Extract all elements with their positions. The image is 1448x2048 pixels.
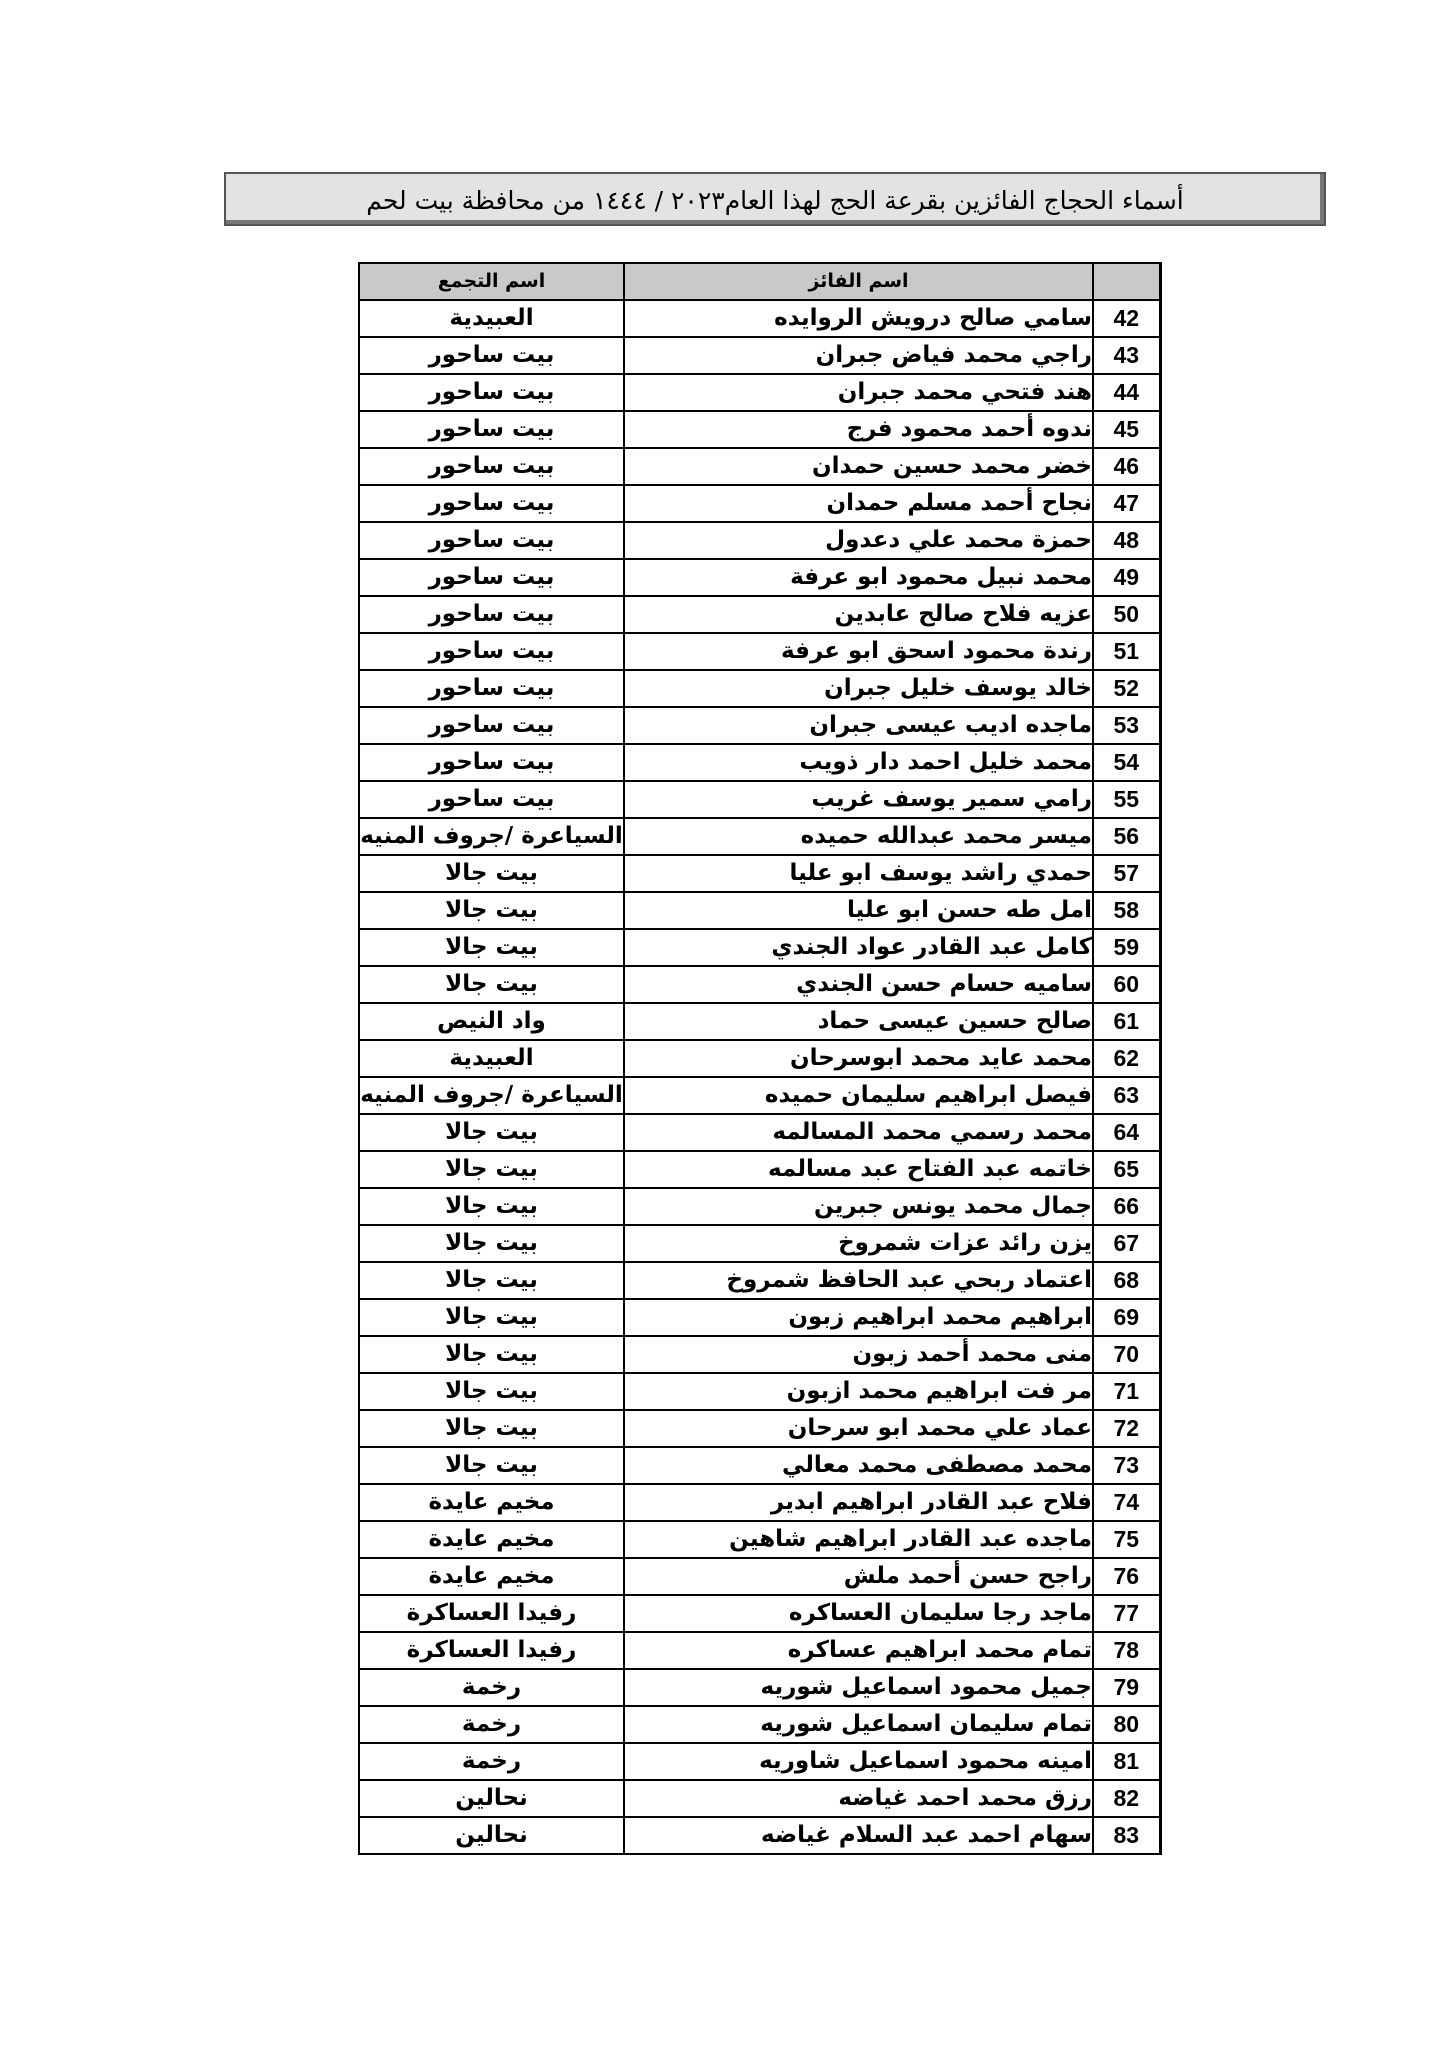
row-number-cell: 56 — [1093, 818, 1160, 855]
table-row — [359, 633, 1160, 670]
area-cell: السياعرة /جروف المنيه — [359, 1077, 624, 1114]
table-row — [359, 966, 1160, 1003]
table-row — [359, 1151, 1160, 1188]
table-row — [359, 1669, 1160, 1706]
area-cell: بيت جالا — [359, 892, 624, 929]
winner-name-cell: فلاح عبد القادر ابراهيم ابدير — [624, 1484, 1093, 1521]
area-cell: مخيم عايدة — [359, 1484, 624, 1521]
table-row — [359, 337, 1160, 374]
table-row — [359, 707, 1160, 744]
winner-name-cell: جمال محمد يونس جبرين — [624, 1188, 1093, 1225]
table-row — [359, 855, 1160, 892]
table-row — [359, 1225, 1160, 1262]
area-cell: بيت ساحور — [359, 781, 624, 818]
table-row — [359, 1003, 1160, 1040]
winner-name-cell: عماد علي محمد ابو سرحان — [624, 1410, 1093, 1447]
row-number-cell: 76 — [1093, 1558, 1160, 1595]
table-row — [359, 1188, 1160, 1225]
area-cell: بيت ساحور — [359, 596, 624, 633]
table-row — [359, 1410, 1160, 1447]
row-number-cell: 67 — [1093, 1225, 1160, 1262]
winner-name-cell: ابراهيم محمد ابراهيم زبون — [624, 1299, 1093, 1336]
area-cell: واد النيص — [359, 1003, 624, 1040]
winner-name-cell: منى محمد أحمد زبون — [624, 1336, 1093, 1373]
winners-table — [358, 262, 1162, 1855]
area-cell: رخمة — [359, 1706, 624, 1743]
winner-name-cell: كامل عبد القادر عواد الجندي — [624, 929, 1093, 966]
table-row — [359, 892, 1160, 929]
winner-name-cell: راجي محمد فياض جبران — [624, 337, 1093, 374]
area-cell: بيت جالا — [359, 855, 624, 892]
winner-name-cell: ماجده اديب عيسى جبران — [624, 707, 1093, 744]
area-cell: بيت ساحور — [359, 374, 624, 411]
area-cell: بيت ساحور — [359, 744, 624, 781]
area-cell: بيت جالا — [359, 1373, 624, 1410]
table-row — [359, 1743, 1160, 1780]
row-number-cell: 83 — [1093, 1817, 1160, 1854]
table-row — [359, 374, 1160, 411]
table-row — [359, 1077, 1160, 1114]
winner-name-cell: خالد يوسف خليل جبران — [624, 670, 1093, 707]
table-row — [359, 1114, 1160, 1151]
row-number-cell: 51 — [1093, 633, 1160, 670]
table-row — [359, 781, 1160, 818]
winner-name-cell: تمام سليمان اسماعيل شوريه — [624, 1706, 1093, 1743]
winner-name-cell: تمام محمد ابراهيم عساكره — [624, 1632, 1093, 1669]
row-number-cell: 57 — [1093, 855, 1160, 892]
winner-name-cell: نجاح أحمد مسلم حمدان — [624, 485, 1093, 522]
area-cell: بيت ساحور — [359, 633, 624, 670]
winner-name-cell: محمد رسمي محمد المسالمه — [624, 1114, 1093, 1151]
winner-name-cell: فيصل ابراهيم سليمان حميده — [624, 1077, 1093, 1114]
row-number-cell: 62 — [1093, 1040, 1160, 1077]
row-number-cell: 60 — [1093, 966, 1160, 1003]
table-row — [359, 411, 1160, 448]
table-row — [359, 1299, 1160, 1336]
area-cell: بيت جالا — [359, 929, 624, 966]
winner-name-cell: جميل محمود اسماعيل شوريه — [624, 1669, 1093, 1706]
row-number-cell: 63 — [1093, 1077, 1160, 1114]
area-cell: بيت جالا — [359, 1114, 624, 1151]
winner-name-cell: امينه محمود اسماعيل شاوريه — [624, 1743, 1093, 1780]
table-row — [359, 1706, 1160, 1743]
document-title-text: أسماء الحجاج الفائزين بقرعة الحج لهذا العام٢٠٢٣ / ١٤٤٤ من محافظة بيت لحم — [366, 185, 1184, 215]
table-row — [359, 1595, 1160, 1632]
row-number-cell: 54 — [1093, 744, 1160, 781]
area-cell: نحالين — [359, 1817, 624, 1854]
area-cell: رخمة — [359, 1743, 624, 1780]
row-number-cell: 71 — [1093, 1373, 1160, 1410]
row-number-cell: 42 — [1093, 300, 1160, 337]
table-row — [359, 1558, 1160, 1595]
area-cell: بيت جالا — [359, 1299, 624, 1336]
winner-name-cell: رزق محمد احمد غياضه — [624, 1780, 1093, 1817]
table-row — [359, 485, 1160, 522]
winner-name-cell: حمدي راشد يوسف ابو عليا — [624, 855, 1093, 892]
area-cell: رخمة — [359, 1669, 624, 1706]
table-row — [359, 670, 1160, 707]
row-number-cell: 46 — [1093, 448, 1160, 485]
row-number-cell: 72 — [1093, 1410, 1160, 1447]
winner-name-cell: خضر محمد حسين حمدان — [624, 448, 1093, 485]
row-number-cell: 82 — [1093, 1780, 1160, 1817]
row-number-cell: 77 — [1093, 1595, 1160, 1632]
area-cell: العبيدية — [359, 1040, 624, 1077]
table-row — [359, 1632, 1160, 1669]
area-cell: مخيم عايدة — [359, 1558, 624, 1595]
winner-name-cell: ساميه حسام حسن الجندي — [624, 966, 1093, 1003]
row-number-cell: 59 — [1093, 929, 1160, 966]
row-number-cell: 61 — [1093, 1003, 1160, 1040]
area-cell: بيت جالا — [359, 1188, 624, 1225]
area-cell: بيت جالا — [359, 1447, 624, 1484]
area-cell: العبيدية — [359, 300, 624, 337]
row-number-cell: 75 — [1093, 1521, 1160, 1558]
area-cell: السياعرة /جروف المنيه — [359, 818, 624, 855]
area-cell: بيت ساحور — [359, 670, 624, 707]
area-cell: رفيدا العساكرة — [359, 1632, 624, 1669]
area-cell: بيت ساحور — [359, 559, 624, 596]
column-header-number — [1093, 263, 1160, 300]
row-number-cell: 74 — [1093, 1484, 1160, 1521]
winner-name-cell: راجح حسن أحمد ملش — [624, 1558, 1093, 1595]
row-number-cell: 47 — [1093, 485, 1160, 522]
row-number-cell: 80 — [1093, 1706, 1160, 1743]
winner-name-cell: عزيه فلاح صالح عابدين — [624, 596, 1093, 633]
row-number-cell: 52 — [1093, 670, 1160, 707]
row-number-cell: 78 — [1093, 1632, 1160, 1669]
area-cell: بيت ساحور — [359, 707, 624, 744]
row-number-cell: 66 — [1093, 1188, 1160, 1225]
area-cell: بيت ساحور — [359, 448, 624, 485]
winner-name-cell: رامي سمير يوسف غريب — [624, 781, 1093, 818]
row-number-cell: 64 — [1093, 1114, 1160, 1151]
winner-name-cell: سهام احمد عبد السلام غياضه — [624, 1817, 1093, 1854]
winner-name-cell: ماجده عبد القادر ابراهيم شاهين — [624, 1521, 1093, 1558]
area-cell: بيت ساحور — [359, 485, 624, 522]
document-title — [224, 172, 1326, 226]
row-number-cell: 73 — [1093, 1447, 1160, 1484]
table-row — [359, 559, 1160, 596]
table-row — [359, 1780, 1160, 1817]
row-number-cell: 68 — [1093, 1262, 1160, 1299]
row-number-cell: 53 — [1093, 707, 1160, 744]
table-row — [359, 300, 1160, 337]
row-number-cell: 58 — [1093, 892, 1160, 929]
area-cell: بيت جالا — [359, 1336, 624, 1373]
winner-name-cell: امل طه حسن ابو عليا — [624, 892, 1093, 929]
row-number-cell: 49 — [1093, 559, 1160, 596]
area-cell: بيت جالا — [359, 1151, 624, 1188]
table-row — [359, 522, 1160, 559]
row-number-cell: 48 — [1093, 522, 1160, 559]
table-row — [359, 1040, 1160, 1077]
table-header-row — [359, 263, 1160, 300]
winner-name-cell: يزن رائد عزات شمروخ — [624, 1225, 1093, 1262]
table-row — [359, 1336, 1160, 1373]
area-cell: بيت جالا — [359, 966, 624, 1003]
row-number-cell: 50 — [1093, 596, 1160, 633]
row-number-cell: 55 — [1093, 781, 1160, 818]
area-cell: بيت ساحور — [359, 522, 624, 559]
table-row — [359, 1373, 1160, 1410]
row-number-cell: 81 — [1093, 1743, 1160, 1780]
row-number-cell: 70 — [1093, 1336, 1160, 1373]
column-header-name: اسم الفائز — [624, 263, 1093, 300]
winner-name-cell: محمد خليل احمد دار ذويب — [624, 744, 1093, 781]
winner-name-cell: خاتمه عبد الفتاح عبد مسالمه — [624, 1151, 1093, 1188]
table-row — [359, 818, 1160, 855]
area-cell: مخيم عايدة — [359, 1521, 624, 1558]
area-cell: نحالين — [359, 1780, 624, 1817]
winner-name-cell: محمد عايد محمد ابوسرحان — [624, 1040, 1093, 1077]
table-row — [359, 1484, 1160, 1521]
row-number-cell: 45 — [1093, 411, 1160, 448]
column-header-area: اسم التجمع — [359, 263, 624, 300]
winner-name-cell: سامي صالح درويش الروايده — [624, 300, 1093, 337]
winner-name-cell: محمد مصطفى محمد معالي — [624, 1447, 1093, 1484]
winner-name-cell: صالح حسين عيسى حماد — [624, 1003, 1093, 1040]
winner-name-cell: محمد نبيل محمود ابو عرفة — [624, 559, 1093, 596]
winner-name-cell: ماجد رجا سليمان العساكره — [624, 1595, 1093, 1632]
table-row — [359, 929, 1160, 966]
winner-name-cell: رندة محمود اسحق ابو عرفة — [624, 633, 1093, 670]
table-row — [359, 448, 1160, 485]
table-row — [359, 596, 1160, 633]
area-cell: بيت ساحور — [359, 411, 624, 448]
table-row — [359, 744, 1160, 781]
area-cell: بيت ساحور — [359, 337, 624, 374]
winner-name-cell: ندوه أحمد محمود فرج — [624, 411, 1093, 448]
table-body — [359, 300, 1160, 1854]
winner-name-cell: اعتماد ربحي عبد الحافظ شمروخ — [624, 1262, 1093, 1299]
winner-name-cell: هند فتحي محمد جبران — [624, 374, 1093, 411]
row-number-cell: 43 — [1093, 337, 1160, 374]
row-number-cell: 44 — [1093, 374, 1160, 411]
winner-name-cell: حمزة محمد علي دعدول — [624, 522, 1093, 559]
table-row — [359, 1817, 1160, 1854]
table-row — [359, 1521, 1160, 1558]
row-number-cell: 79 — [1093, 1669, 1160, 1706]
area-cell: رفيدا العساكرة — [359, 1595, 624, 1632]
area-cell: بيت جالا — [359, 1410, 624, 1447]
table-row — [359, 1262, 1160, 1299]
row-number-cell: 65 — [1093, 1151, 1160, 1188]
winner-name-cell: مر فت ابراهيم محمد ازبون — [624, 1373, 1093, 1410]
area-cell: بيت جالا — [359, 1262, 624, 1299]
winner-name-cell: ميسر محمد عبدالله حميده — [624, 818, 1093, 855]
row-number-cell: 69 — [1093, 1299, 1160, 1336]
area-cell: بيت جالا — [359, 1225, 624, 1262]
table-row — [359, 1447, 1160, 1484]
